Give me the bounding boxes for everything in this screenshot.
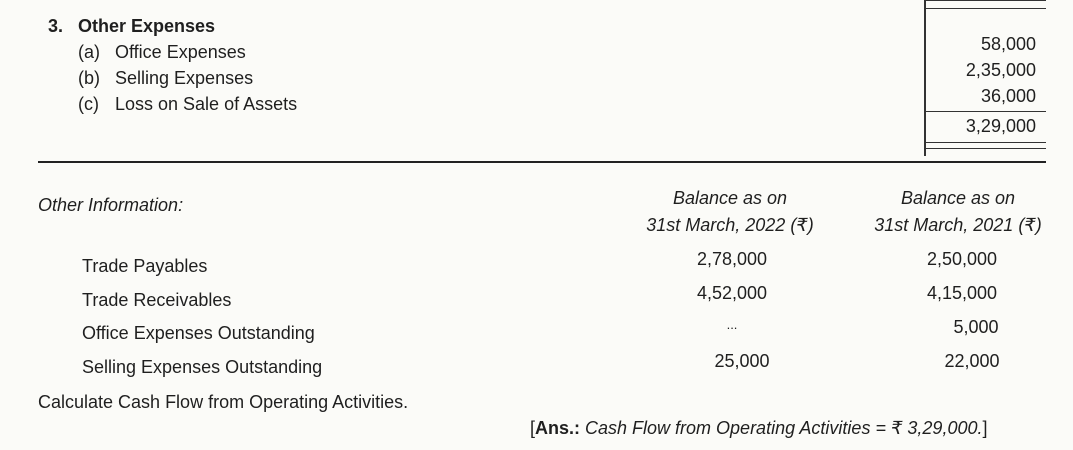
expense-text-b: Selling Expenses — [115, 68, 254, 88]
total-double-line-2 — [926, 148, 1046, 149]
question-text: Calculate Cash Flow from Operating Activities. — [38, 392, 409, 412]
other-info-title: Other Information: — [38, 195, 184, 215]
section-number: 3. — [48, 16, 64, 36]
top-double-line-2 — [926, 8, 1046, 9]
expense-label-a: (a) — [78, 42, 100, 62]
answer-text: Cash Flow from Operating Activities = ₹ 3,29,000. — [580, 418, 983, 438]
answer-close-bracket: ] — [982, 418, 988, 438]
expense-label-c: (c) — [78, 94, 99, 114]
answer-prefix: Ans.: — [535, 418, 581, 438]
section-title: Other Expenses — [78, 16, 216, 36]
column-header-2022-line2: 31st March, 2022 (₹) — [646, 215, 814, 235]
value-2021-selling-expenses-outstanding: 22,000 — [944, 351, 1000, 371]
value-2022-trade-receivables: 4,52,000 — [696, 283, 768, 303]
row-label-selling-expenses-outstanding: Selling Expenses Outstanding — [82, 357, 323, 377]
amount-c: 36,000 — [980, 86, 1036, 106]
column-header-2021-line2: 31st March, 2021 (₹) — [874, 215, 1042, 235]
value-2021-office-expenses-outstanding: 5,000 — [953, 317, 999, 337]
value-2021-trade-receivables: 4,15,000 — [926, 283, 998, 303]
row-label-office-expenses-outstanding: Office Expenses Outstanding — [82, 323, 315, 343]
amount-total: 3,29,000 — [965, 116, 1036, 136]
amount-a: 58,000 — [980, 34, 1036, 54]
amount-b: 2,35,000 — [965, 60, 1036, 80]
value-2022-trade-payables: 2,78,000 — [696, 249, 768, 269]
value-2022-selling-expenses-outstanding: 25,000 — [714, 351, 770, 371]
expense-label-b: (b) — [78, 68, 100, 88]
expense-text-c: Loss on Sale of Assets — [115, 94, 298, 114]
top-double-line-1 — [926, 0, 1046, 1]
value-2021-trade-payables: 2,50,000 — [926, 249, 998, 269]
column-header-2021-line1: Balance as on — [900, 188, 1016, 208]
row-label-trade-receivables: Trade Receivables — [82, 290, 232, 310]
total-double-line-1 — [926, 142, 1046, 143]
row-label-trade-payables: Trade Payables — [82, 256, 208, 276]
section-divider — [38, 161, 1046, 163]
expense-text-a: Office Expenses — [115, 42, 246, 62]
column-header-2022-line1: Balance as on — [672, 188, 788, 208]
subtotal-line — [926, 111, 1046, 112]
column-header-2021 — [848, 185, 1068, 239]
column-header-2022 — [620, 185, 840, 239]
answer-line — [530, 418, 988, 439]
value-2022-office-expenses-outstanding: ... — [726, 317, 738, 332]
answer-open-bracket: [ — [530, 418, 536, 438]
